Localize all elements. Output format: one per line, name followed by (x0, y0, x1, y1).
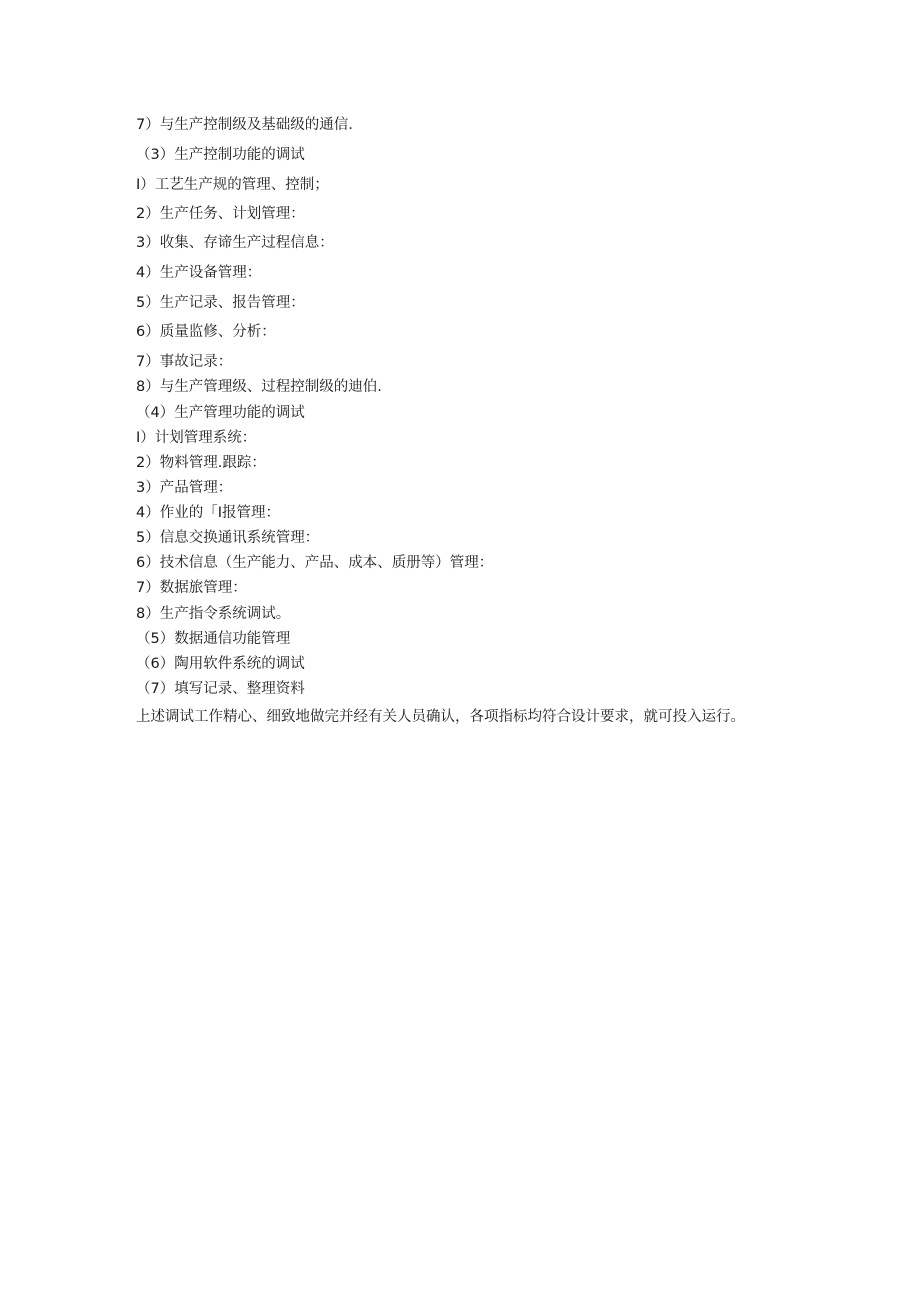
text-line: 4）作业的「I报管理： (136, 505, 281, 521)
section-heading: （3）生产控制功能的调试 (136, 147, 305, 163)
section-heading: （5）数据通信功能管理 (136, 631, 291, 647)
text-line: 5）信息交换通讯系统管理： (136, 530, 320, 546)
text-line: 7）数据旅管理： (136, 580, 247, 596)
section-heading: （6）陶用软件系统的调试 (136, 656, 305, 672)
text-line: 2）生产任务、计划管理： (136, 206, 305, 222)
closing-paragraph: 上述调试工作精心、细致地做完并经有关人员确认，各项指标均符合设计要求，就可投入运行。 (136, 709, 745, 725)
text-line: 2）物料管理.跟踪： (136, 455, 266, 471)
text-line: 7）与生产控制级及基础级的通信. (136, 117, 353, 133)
text-line: 8）生产指令系统调试。 (136, 606, 291, 622)
text-line: 5）生产记录、报告管理： (136, 295, 305, 311)
text-line: 6）技术信息（生产能力、产品、成本、质册等）管理： (136, 555, 494, 571)
text-line: 4）生产设备管理： (136, 265, 262, 281)
text-line: 7）事故记录： (136, 354, 233, 370)
text-line: 3）产品管理： (136, 480, 233, 496)
text-line: I）计划管理系统： (136, 430, 257, 446)
text-line: I）工艺生产规的管理、控制； (136, 177, 329, 193)
text-line: 8）与生产管理级、过程控制级的迪伯. (136, 379, 382, 395)
section-heading: （7）填写记录、整理资料 (136, 681, 305, 697)
text-line: 3）收集、存谛生产过程信息： (136, 235, 334, 251)
section-heading: （4）生产管理功能的调试 (136, 405, 305, 421)
text-line: 6）质量监修、分析： (136, 324, 276, 340)
